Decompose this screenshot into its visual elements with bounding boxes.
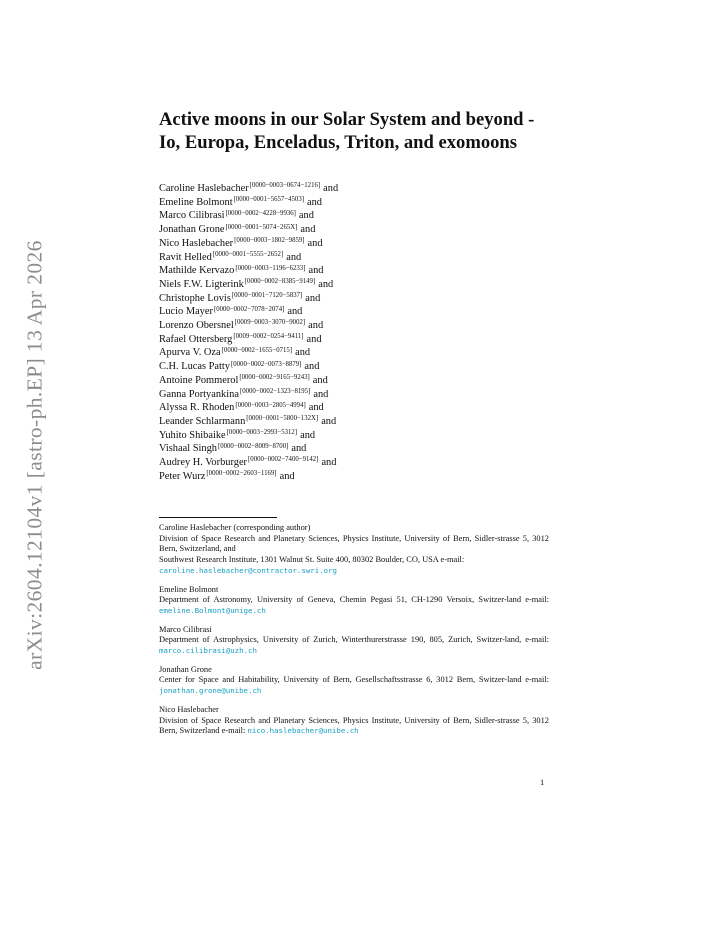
author-name: Ganna Portyankina: [159, 388, 239, 400]
author-conjunction: and: [298, 210, 314, 222]
author-entry: [159, 306, 338, 320]
affiliation-address: [159, 555, 549, 566]
affiliation-author-name: [159, 705, 549, 716]
affiliation-author-name: [159, 585, 549, 596]
author-name: Vishaal Singh: [159, 443, 217, 455]
author-entry: [159, 361, 338, 375]
affiliation-block: [159, 523, 549, 577]
arxiv-identifier-text: arXiv:2604.12104v1 [astro-ph.EP] 13 Apr 2026: [22, 240, 47, 670]
author-name: Ravit Helled: [159, 251, 212, 263]
author-conjunction: and: [307, 196, 323, 208]
affiliation-text: Jonathan Grone: [159, 664, 212, 674]
author-name: Leander Schlarmann: [159, 415, 246, 427]
email-link[interactable]: jonathan.grone@unibe.ch: [159, 686, 262, 696]
author-entry: [159, 210, 338, 224]
author-orcid: [0000−0002−4228−9936]: [225, 209, 296, 217]
author-orcid: [0000−0002−2603−1169]: [206, 470, 277, 478]
author-entry: [159, 375, 338, 389]
author-orcid: [0009−0003−3070−9002]: [234, 319, 306, 327]
author-entry: [159, 416, 338, 430]
author-entry: [159, 197, 338, 211]
affiliation-block: [159, 625, 549, 657]
author-orcid: [0000−0002−8385−9149]: [244, 278, 316, 286]
author-entry: [159, 430, 338, 444]
author-orcid: [0000−0002−0073−8879]: [231, 360, 302, 368]
arxiv-identifier: [20, 235, 50, 675]
author-entry: [159, 265, 338, 279]
page-number: 1: [540, 778, 545, 787]
author-entry: [159, 389, 338, 403]
title-line-1: Active moons in our Solar System and beyond -: [159, 109, 535, 130]
author-conjunction: and: [321, 415, 337, 427]
affiliation-text: Department of Astrophysics, University of Zurich, Winterthurerstrasse 190, 805, Zurich, Switzer-land, e-mail:: [159, 635, 549, 645]
author-entry: [159, 279, 338, 293]
affiliation-text: Division of Space Research and Planetary Sciences, Physics Institute, University of Bern, Sidler-strasse 5, 3012 Bern, Switzerland e-mail:: [159, 715, 549, 736]
author-entry: [159, 457, 338, 471]
author-name: Caroline Haslebacher: [159, 183, 249, 194]
author-orcid: [0000−0003−1196−6233]: [235, 264, 306, 272]
author-name: Alyssa R. Rhoden: [159, 402, 235, 414]
author-name: Emeline Bolmont: [159, 196, 233, 208]
affiliation-text: Marco Cilibrasi: [159, 624, 212, 634]
affiliation-text: Nico Haslebacher: [159, 704, 219, 714]
affiliation-address: [159, 595, 549, 616]
author-orcid: [0000−0002−9165−9243]: [239, 374, 310, 382]
author-entry: [159, 293, 338, 307]
author-name: Lucio Mayer: [159, 306, 213, 318]
author-orcid: [0000−0003−2805−4994]: [235, 401, 306, 409]
affiliation-block: [159, 705, 549, 737]
author-orcid: [0000−0002−1323−8195]: [239, 387, 311, 395]
author-entry: [159, 320, 338, 334]
author-entry: [159, 347, 338, 361]
email-link[interactable]: caroline.haslebacher@contractor.swri.org: [159, 565, 337, 575]
author-conjunction: and: [307, 237, 323, 249]
author-conjunction: and: [306, 333, 322, 345]
affiliation-text: Department of Astronomy, University of Geneva, Chemin Pegasi 51, CH-1290 Versoix, Switzer-land e-mail:: [159, 595, 549, 605]
author-entry: [159, 334, 338, 348]
author-name: Audrey H. Vorburger: [159, 457, 248, 469]
affiliation-author-name: [159, 665, 549, 676]
author-conjunction: and: [308, 265, 324, 277]
email-link[interactable]: emeline.Bolmont@unige.ch: [159, 605, 266, 615]
author-conjunction: and: [300, 224, 316, 236]
author-name: Jonathan Grone: [159, 224, 225, 236]
author-list: [159, 183, 338, 484]
author-conjunction: and: [300, 429, 316, 441]
author-entry: [159, 252, 338, 266]
author-conjunction: and: [286, 251, 302, 263]
author-entry: [159, 224, 338, 238]
author-conjunction: and: [308, 402, 324, 414]
affiliation-address: [159, 534, 549, 555]
author-conjunction: and: [287, 306, 303, 318]
author-orcid: [0000−0001−5074−265X]: [225, 223, 298, 231]
author-orcid: [0000−0003−2993−5312]: [226, 429, 298, 437]
author-name: Lorenzo Obersnel: [159, 320, 234, 332]
author-entry: [159, 402, 338, 416]
affiliation-address: [159, 716, 549, 737]
author-conjunction: and: [279, 470, 295, 482]
affiliation-block: [159, 665, 549, 697]
author-orcid: [0000−0002−7400−9142]: [248, 456, 319, 464]
affiliation-address: [159, 675, 549, 696]
author-name: Marco Cilibrasi: [159, 210, 225, 222]
author-name: Yuhito Shibaike: [159, 429, 226, 441]
affiliation-text: Emeline Bolmont: [159, 584, 219, 594]
author-entry: [159, 183, 338, 197]
author-conjunction: and: [295, 347, 311, 359]
author-name: Nico Haslebacher: [159, 237, 234, 249]
title-line-2: Io, Europa, Enceladus, Triton, and exomoons: [159, 132, 518, 153]
affiliation-text: Southwest Research Institute, 1301 Walnut St. Suite 400, 80302 Boulder, CO, USA e-mail:: [159, 555, 465, 565]
author-orcid: [0000−0002−8009−8700]: [217, 442, 289, 450]
affiliation-text: Caroline Haslebacher (corresponding author): [159, 523, 311, 532]
affiliation-address: [159, 635, 549, 656]
affiliation-text: Division of Space Research and Planetary Sciences, Physics Institute, University of Bern, Sidler-strasse 5, 3012 Bern, Switzerland, and: [159, 533, 549, 554]
author-name: Niels F.W. Ligterink: [159, 278, 244, 290]
author-name: Mathilde Kervazo: [159, 265, 235, 277]
affiliation-email-line: [159, 566, 549, 577]
affiliation-author-name: [159, 523, 549, 534]
author-entry: [159, 238, 338, 252]
author-orcid: [0000−0001−7120−5837]: [231, 292, 303, 300]
footnote-rule: [159, 517, 277, 518]
author-conjunction: and: [321, 457, 337, 469]
author-conjunction: and: [323, 183, 339, 194]
author-conjunction: and: [313, 388, 329, 400]
author-conjunction: and: [304, 361, 320, 373]
author-orcid: [0000−0001−5555−2652]: [212, 250, 284, 258]
author-conjunction: and: [308, 320, 324, 332]
author-name: Peter Wurz: [159, 470, 206, 482]
author-name: Apurva V. Oza: [159, 347, 221, 359]
author-orcid: [0000−0002−1655−0715]: [221, 346, 293, 354]
author-name: Rafael Ottersberg: [159, 333, 233, 345]
author-name: Antoine Pommerol: [159, 374, 239, 386]
author-orcid: [0000−0002−7078−2074]: [213, 305, 285, 313]
affiliation-block: [159, 585, 549, 617]
affiliation-list: [159, 523, 549, 745]
affiliation-text: Center for Space and Habitability, University of Bern, Gesellschaftsstrasse 6, 3012 Bern, Switzer-land e-mail:: [159, 675, 549, 685]
author-conjunction: and: [312, 374, 328, 386]
author-entry: [159, 471, 338, 485]
author-orcid: [0000−0001−5657−4503]: [233, 196, 304, 204]
author-conjunction: and: [318, 278, 334, 290]
email-link[interactable]: nico.haslebacher@unibe.ch: [247, 726, 359, 736]
author-name: Christophe Lovis: [159, 292, 231, 304]
paper-title: [159, 108, 579, 154]
author-orcid: [0009−0002−0254−9411]: [233, 333, 304, 341]
author-entry: [159, 443, 338, 457]
email-link[interactable]: marco.cilibrasi@uzh.ch: [159, 646, 257, 656]
author-orcid: [0000−0003−1802−9859]: [234, 237, 305, 245]
author-orcid: [0000−0001−5800−132X]: [246, 415, 319, 423]
author-name: C.H. Lucas Patty: [159, 361, 230, 373]
author-conjunction: and: [305, 292, 321, 304]
author-orcid: [0000−0003−0674−1216]: [249, 182, 321, 190]
affiliation-author-name: [159, 625, 549, 636]
author-conjunction: and: [291, 443, 307, 455]
